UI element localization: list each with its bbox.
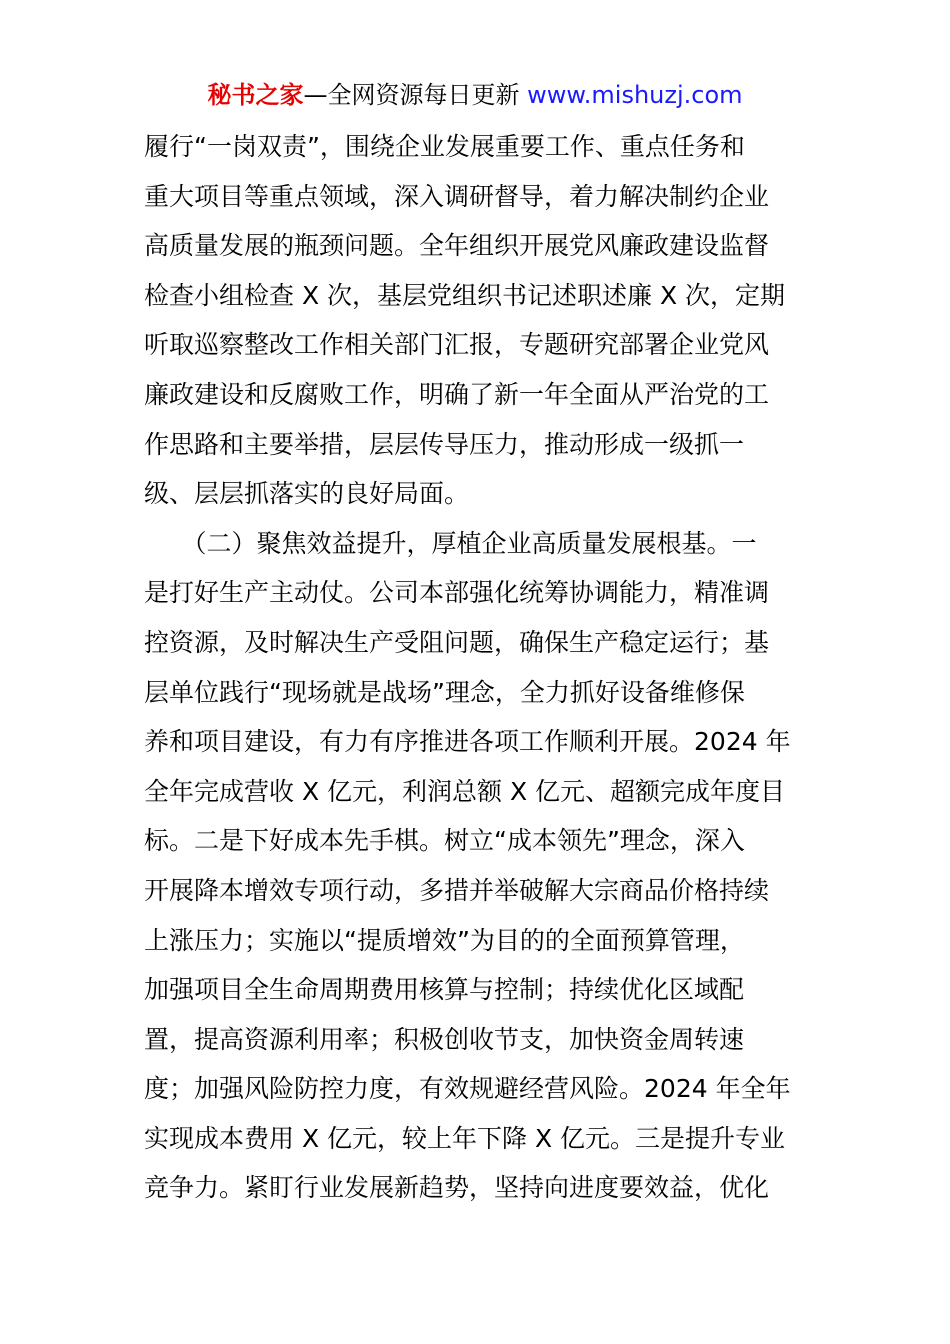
text-line: 听取巡察整改工作相关部门汇报，专题研究部署企业党风 [144, 330, 770, 360]
text-line: 全年完成营收 X 亿元，利润总额 X 亿元、超额完成年度目 [144, 776, 786, 806]
text-line: 实现成本费用 X 亿元，较上年下降 X 亿元。三是提升专业 [144, 1123, 786, 1153]
text-line: 置，提高资源利用率；积极创收节支，加快资金周转速 [144, 1024, 745, 1054]
text-line: 重大项目等重点领域，深入调研督导，着力解决制约企业 [144, 181, 770, 211]
text-line: 层单位践行“现场就是战场”理念，全力抓好设备维修保 [144, 677, 745, 707]
paragraph-heading-line: （二）聚焦效益提升，厚植企业高质量发展根基。一 [144, 528, 757, 558]
text-line: 竞争力。紧盯行业发展新趋势，坚持向进度要效益，优化 [144, 1173, 770, 1203]
text-line: 上涨压力；实施以“提质增效”为目的的全面预算管理， [144, 925, 745, 955]
text-line: 加强项目全生命周期费用核算与控制；持续优化区域配 [144, 975, 745, 1005]
text-line: 度；加强风险防控力度，有效规避经营风险。2024 年全年 [144, 1074, 791, 1104]
text-line: 高质量发展的瓶颈问题。全年组织开展党风廉政建设监督 [144, 231, 770, 261]
site-brand: 秘书之家 [207, 81, 304, 109]
text-line: 开展降本增效专项行动，多措并举破解大宗商品价格持续 [144, 875, 770, 905]
site-header [0, 78, 950, 112]
site-tagline: —全网资源每日更新 [303, 81, 520, 109]
text-line: 养和项目建设，有力有序推进各项工作顺利开展。2024 年 [144, 727, 791, 757]
text-line: 标。二是下好成本先手棋。树立“成本领先”理念，深入 [144, 826, 745, 856]
text-line: 检查小组检查 X 次，基层党组织书记述职述廉 X 次，定期 [144, 280, 786, 310]
text-line: 控资源，及时解决生产受阻问题，确保生产稳定运行；基 [144, 627, 770, 657]
text-line: 廉政建设和反腐败工作，明确了新一年全面从严治党的工 [144, 379, 770, 409]
text-line: 作思路和主要举措，层层传导压力，推动形成一级抓一 [144, 429, 745, 459]
text-line: 是打好生产主动仗。公司本部强化统筹协调能力，精准调 [144, 578, 770, 608]
text-line: 级、层层抓落实的良好局面。 [144, 479, 470, 509]
document-body [144, 122, 814, 1213]
text-line: 履行“一岗双责”，围绕企业发展重要工作、重点任务和 [144, 132, 745, 161]
site-url-link[interactable]: www.mishuzj.com [527, 81, 743, 109]
